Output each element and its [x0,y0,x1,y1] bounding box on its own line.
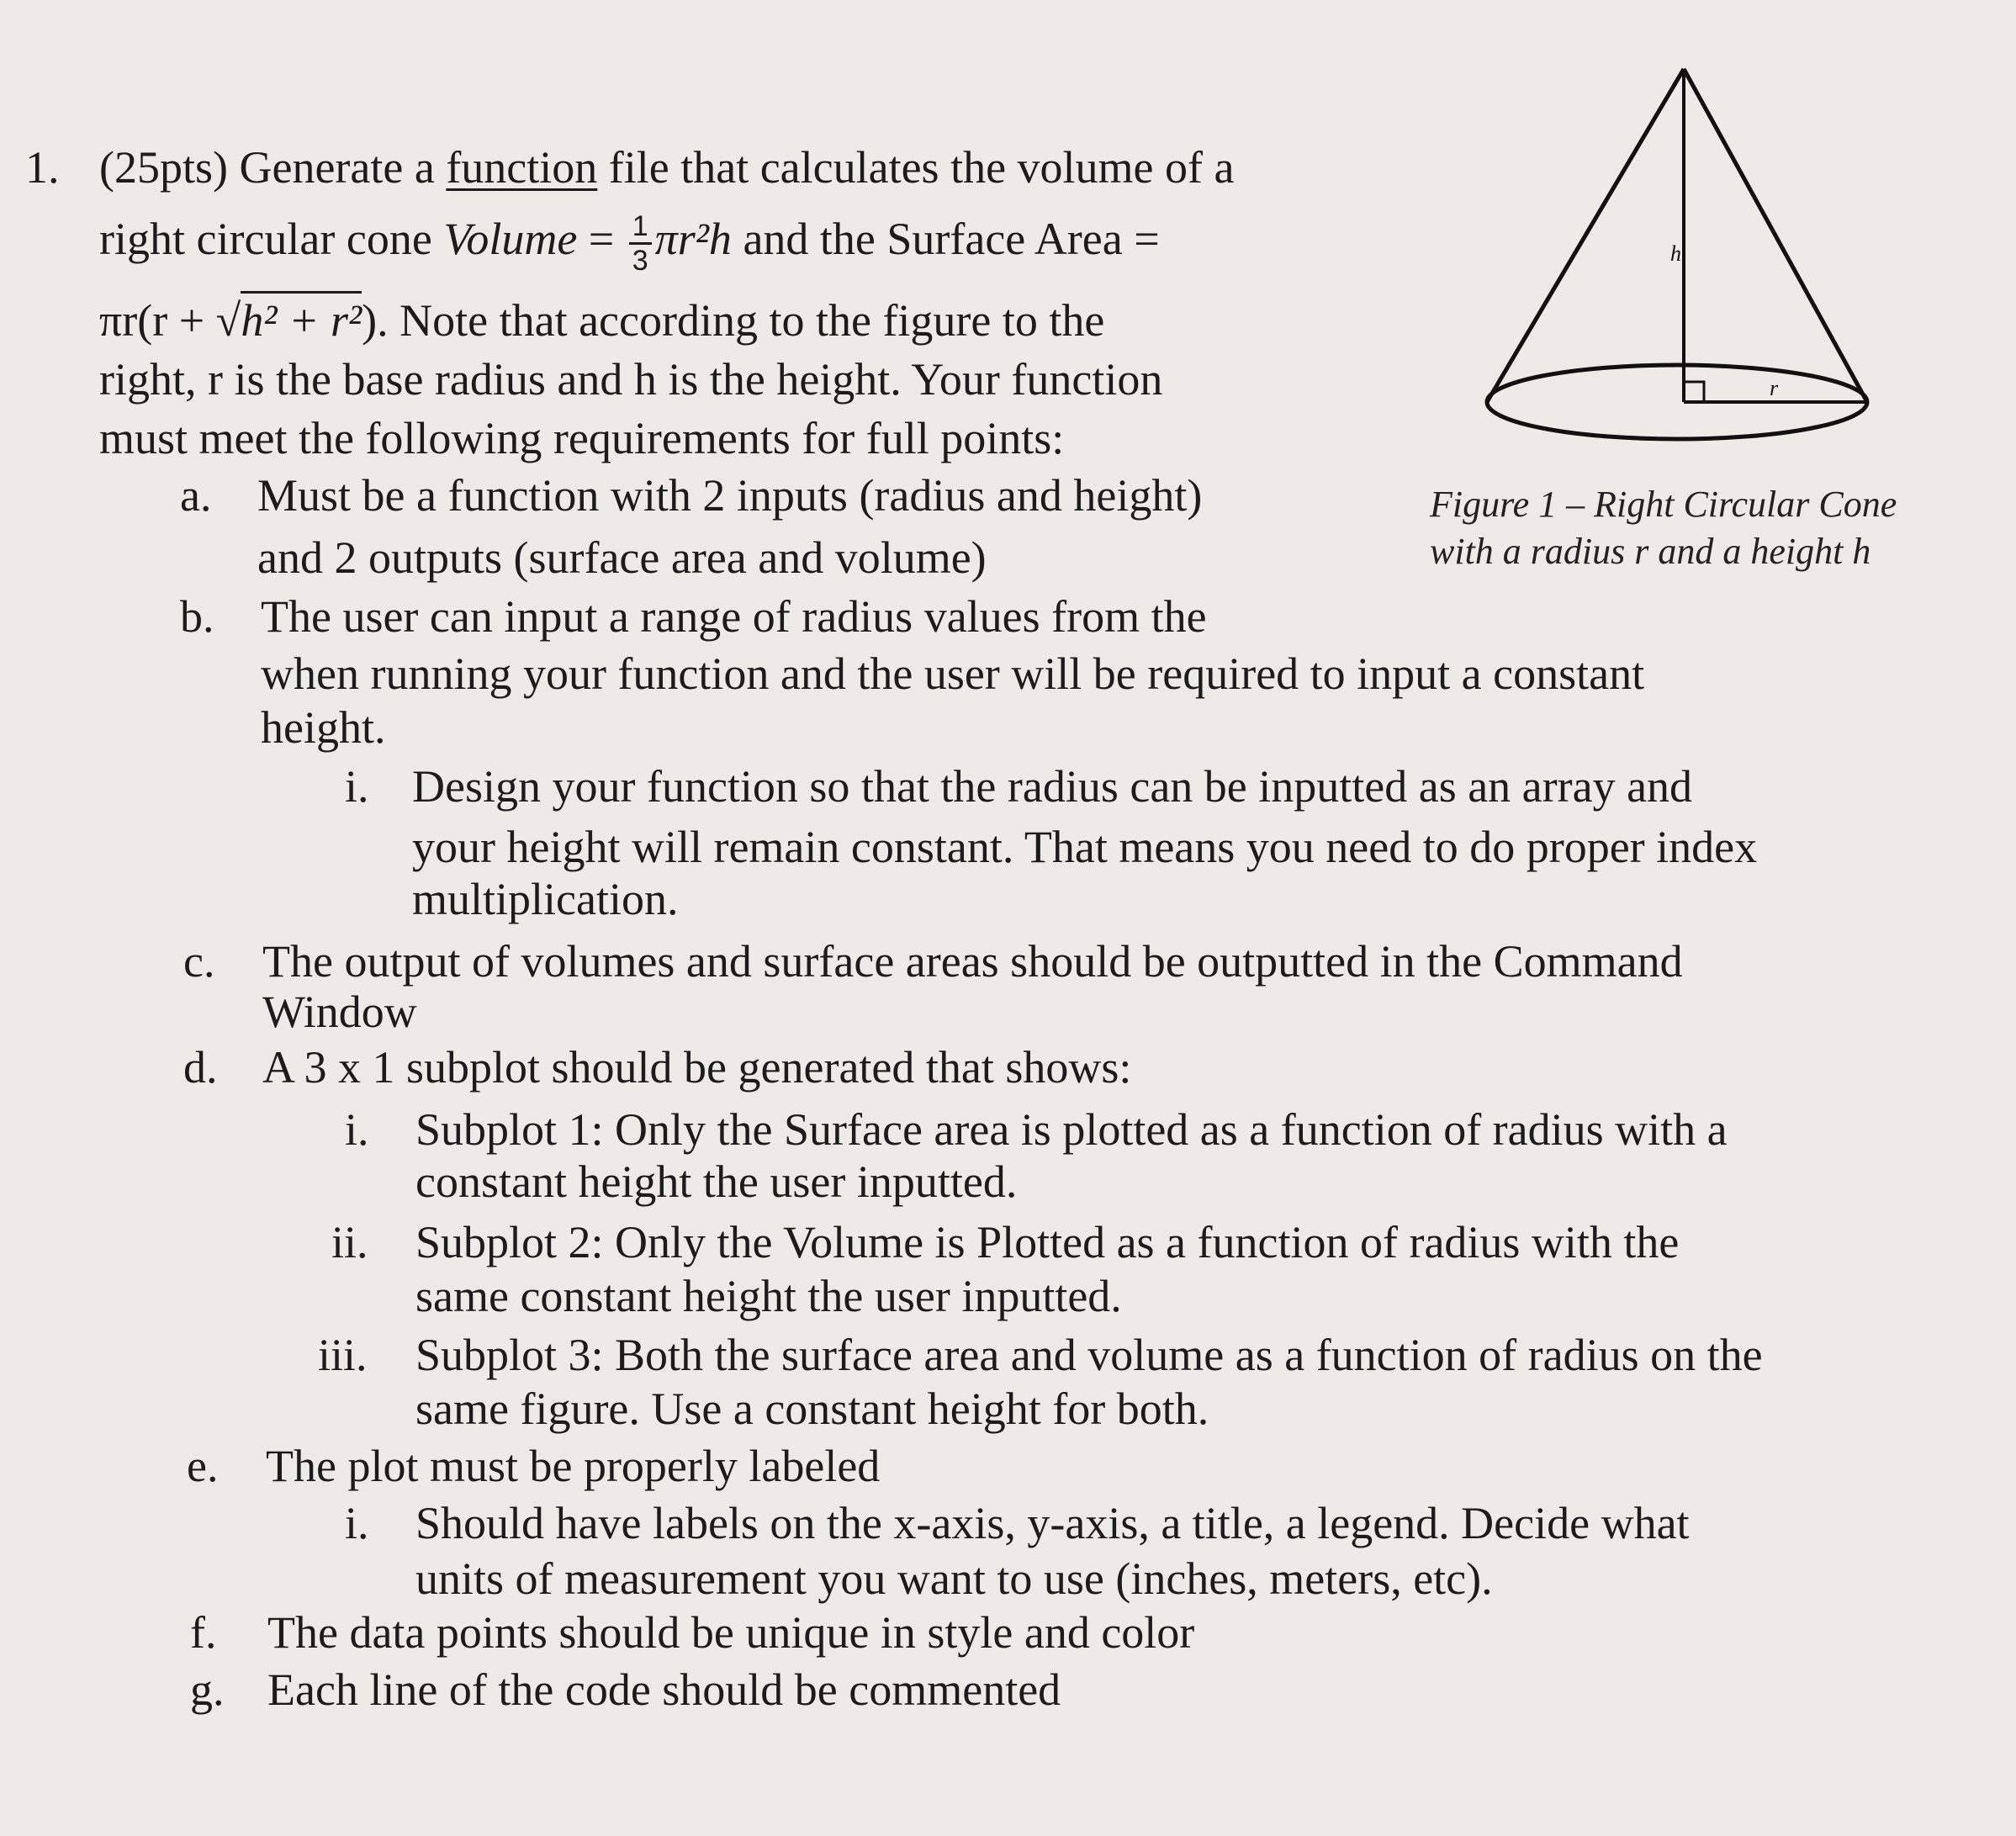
fraction-denominator: 3 [632,245,648,277]
item-d-i-line-1: Subplot 1: Only the Surface area is plotted as a function of radius with a [415,1104,1728,1155]
problem-line-2 [99,210,1160,277]
problem-line-1 [99,141,1234,193]
cone-right-edge [1684,69,1867,402]
problem-line-4: right, r is the base radius and h is the height. Your function [99,354,1163,405]
item-d-ii-line-1: Subplot 2: Only the Volume is Plotted as a function of radius with the [415,1217,1680,1267]
height-label: h [1670,241,1681,266]
underlined-function-word: function [446,142,598,193]
item-g-marker: g. [190,1664,225,1715]
item-b-i-line-3: multiplication. [412,874,679,924]
item-d-ii-line-2: same constant height the user inputted. [415,1271,1122,1321]
right-angle-marker [1684,382,1704,402]
surface-area-close: ) [362,295,378,346]
item-f-marker: f. [190,1607,217,1658]
line2-suffix: and the Surface Area = [743,213,1160,264]
line3-rest: . Note that according to the figure to the [377,295,1105,346]
figure-caption-line-2: with a radius r and a height h [1430,531,1871,572]
item-g-line-1: Each line of the code should be commented [267,1664,1061,1715]
surface-area-radicand: h² + r² [241,291,362,346]
item-d-line-1: A 3 x 1 subplot should be generated that shows: [262,1042,1132,1093]
cone-left-edge [1487,69,1684,402]
problem-number: 1. [25,142,60,193]
item-c-marker: c. [183,936,215,987]
item-a-marker: a. [180,470,212,521]
item-d-i-line-2: constant height the user inputted. [415,1156,1018,1207]
radius-label: r [1770,376,1779,400]
item-e-i-line-1: Should have labels on the x-axis, y-axis, a title, a legend. Decide what [415,1498,1690,1548]
item-a-line-1: Must be a function with 2 inputs (radius and height) [257,470,1203,521]
surface-area-prefix: πr(r + √ [99,295,241,346]
item-b-i-line-2: your height will remain constant. That means you need to do proper index [412,822,1758,872]
volume-formula: πr²h [654,213,732,264]
item-b-line-3: height. [261,702,386,753]
problem-line-5: must meet the following requirements for full points: [99,413,1065,463]
points-text: (25pts) Generate a [99,142,435,193]
equals-sign: = [588,213,615,264]
item-d-marker: d. [183,1042,218,1093]
one-third-fraction [629,210,652,277]
item-d-i-marker: i. [345,1104,369,1155]
item-b-i-marker: i. [345,761,369,812]
item-c-line-1: The output of volumes and surface areas should be outputted in the Command [262,936,1683,987]
item-e-marker: e. [187,1441,219,1491]
line2-prefix: right circular cone [99,213,432,264]
item-d-iii-line-1: Subplot 3: Both the surface area and volume as a function of radius on the [415,1330,1763,1380]
item-e-i-marker: i. [345,1498,369,1548]
item-b-i-line-1: Design your function so that the radius can be inputted as an array and [412,761,1693,812]
item-b-marker: b. [180,591,214,642]
item-d-iii-line-2: same figure. Use a constant height for both. [415,1384,1209,1434]
problem-line-3 [99,294,1104,347]
line1-rest: file that calculates the volume of a [608,142,1235,193]
item-f-line-1: The data points should be unique in style and color [267,1607,1195,1658]
figure-caption-line-1: Figure 1 – Right Circular Cone [1430,484,1897,525]
item-e-i-line-2: units of measurement you want to use (inches, meters, etc). [415,1553,1493,1604]
item-e-line-1: The plot must be properly labeled [266,1441,881,1491]
item-c-line-2: Window [262,987,417,1037]
volume-variable: Volume [443,213,578,264]
item-d-ii-marker: ii. [331,1217,368,1267]
fraction-numerator: 1 [629,210,652,245]
cone-figure [1463,59,1884,454]
item-d-iii-marker: iii. [318,1330,368,1380]
item-b-line-2: when running your function and the user will be required to input a constant [261,648,1645,699]
item-a-line-2: and 2 outputs (surface area and volume) [257,532,987,583]
item-b-line-1: The user can input a range of radius values from the [261,591,1207,642]
